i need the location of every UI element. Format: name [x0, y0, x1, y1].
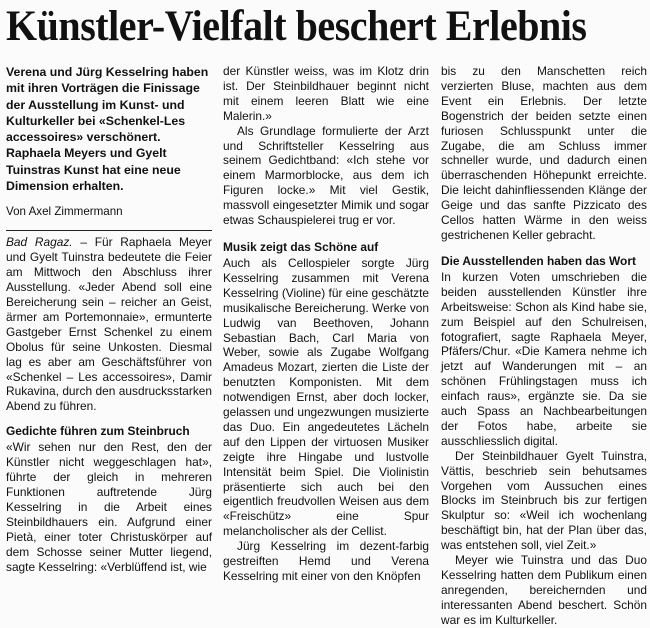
subheading-2: Musik zeigt das Schöne auf: [223, 239, 379, 254]
dateline: Bad Ragaz.: [6, 235, 73, 250]
byline-rule: [6, 230, 212, 231]
paragraph-2: «Wir sehen nur den Rest, den der Künstler nicht weggeschlagen hat», führte der gleich in mehreren Funktionen auftretende Jürg Kesselring in die Arbeit eines Steinbildhauers ein. Aufgrund einer Pietà, einer toter Christuskörper auf dem Schosse seiner Mutter liegend, sagte Kesselring: «Verblüffend ist, wie: [6, 440, 212, 574]
byline: Von Axel Zimmermann: [6, 205, 123, 219]
paragraph-1: [6, 235, 212, 414]
paragraph-1-text: – Für Raphaela Meyer und Gyelt Tuinstra bedeutete die Feier am Mittwoch den Abschluss ihrer Ausstellung. «Jeder Abend soll eine Bereicherung sein – reicher an Geist, ärmer am Portemonnaie», ermunterte Gastgeber Ernst Schenkel zu einem Obolus für seine Unkosten. Diesmal lag es aber am Geschäftsführer von «Schenkel – Les accessoires», Damir Rukavina, durch den ausdrucksstarken Abend zu führen.: [6, 235, 212, 414]
paragraph-7: Der Steinbildhauer Gyelt Tuinstra, Vättis, beschrieb sein behutsames Vorgehen vom Aussuchen eines Blocks im Steinbruch bis zur fertigen Skulptur so: «Weil ich wochenlang beschäftigt bin, hat der Plan über das, was entstehen soll, viel Zeit.»: [441, 448, 647, 553]
column-1: [6, 64, 212, 584]
column-3: [441, 64, 647, 627]
headline: Künstler-Vielfalt beschert Erlebnis: [6, 3, 587, 50]
paragraph-6: In kurzen Voten umschrieben die beiden ausstellenden Künstler ihre Arbeitsweise: Schon als Kind habe sie, zum Beispiel auf den Schulreisen, fotografiert, sagte Raphaela Meyer, Pfäfers/Chur. «Die Kamera nehme ich jetzt auf Wanderungen mit – an schönen Frühlingstagen muss ich einfach raus», ergänzte sie. Da sie auch Spass an Nachbearbeitungen der Fotos habe, arbeite sie ausschliesslich digital.: [441, 269, 647, 448]
paragraph-4: Auch als Cellospieler sorgte Jürg Kesselring zusammen mit Verena Kesselring (Violine) für eine geschätzte musikalische Bereicherung. Werke von Ludwig van Beethoven, Johann Sebastian Bach, Carl Maria von Weber, sowie als Zugabe Wolfgang Amadeus Mozart, zierten die Liste der benutzten Komponisten. Mit dem notwendigen Ernst, aber doch locker, gelassen und ungezwungen musizierte das Duo. Ein angedeutetes Lächeln auf den Lippen der virtuosen Musiker zeigte ihre Hingabe und lustvolle Intensität beim Spiel. Die Violinistin präsentierte sich auch bei den eigentlich freudvollen Weisen aus dem «Freischütz» eine Spur melancholischer als der Cellist.: [223, 255, 429, 539]
paragraph-2-continued: der Künstler weiss, was im Klotz drin ist. Der Steinbildhauer beginnt nicht mit einem leeren Blatt wie eine Malerin.»: [223, 64, 429, 123]
paragraph-5: Jürg Kesselring im dezent-farbig gestreiften Hemd und Verena Kesselring mit einer von den Knöpfen: [223, 539, 429, 583]
paragraph-5-continued: bis zu den Manschetten reich verzierten Bluse, machten aus dem Event ein Erlebnis. Der letzte Bogenstrich der beiden setzte einen furiosen Schlusspunkt unter die Zugabe, die am Schluss immer schneller wurde, und dadurch einen überraschenden Höhepunkt erreichte. Die leicht dahinfliessenden Klänge der Geige und das sanfte Pizzicato des Cellos hatten Wärme in den weiss gestrichenen Keller gebracht.: [441, 64, 647, 242]
subheading-3: Die Ausstellenden haben das Wort: [441, 253, 636, 268]
paragraph-3: Als Grundlage formulierte der Arzt und Schriftsteller Kesselring aus seinem Gedichtband: «Ich stehe vor einem Marmorblocke, aus dem ich Figuren locke.» Mit viel Gestik, massvoll eingesetzter Mimik und sogar etwas Schauspielerei trug er vor.: [223, 123, 429, 228]
subheading-1: Gedichte führen zum Steinbruch: [6, 424, 190, 439]
column-2: [223, 64, 429, 584]
lead-paragraph: Verena und Jürg Kesselring haben mit ihren Vorträgen die Finissage der Ausstellung im Kunst- und Kulturkeller bei «Schenkel-Les accessoires» verschönert. Raphaela Meyers und Gyelt Tuinstras Kunst hat eine neue Dimension erhalten.: [6, 65, 209, 194]
paragraph-8: Meyer wie Tuinstra und das Duo Kesselring hatten dem Publikum einen anregenden, bereichernden und interessanten Abend beschert. Schön war es im Kulturkeller.: [441, 553, 647, 627]
